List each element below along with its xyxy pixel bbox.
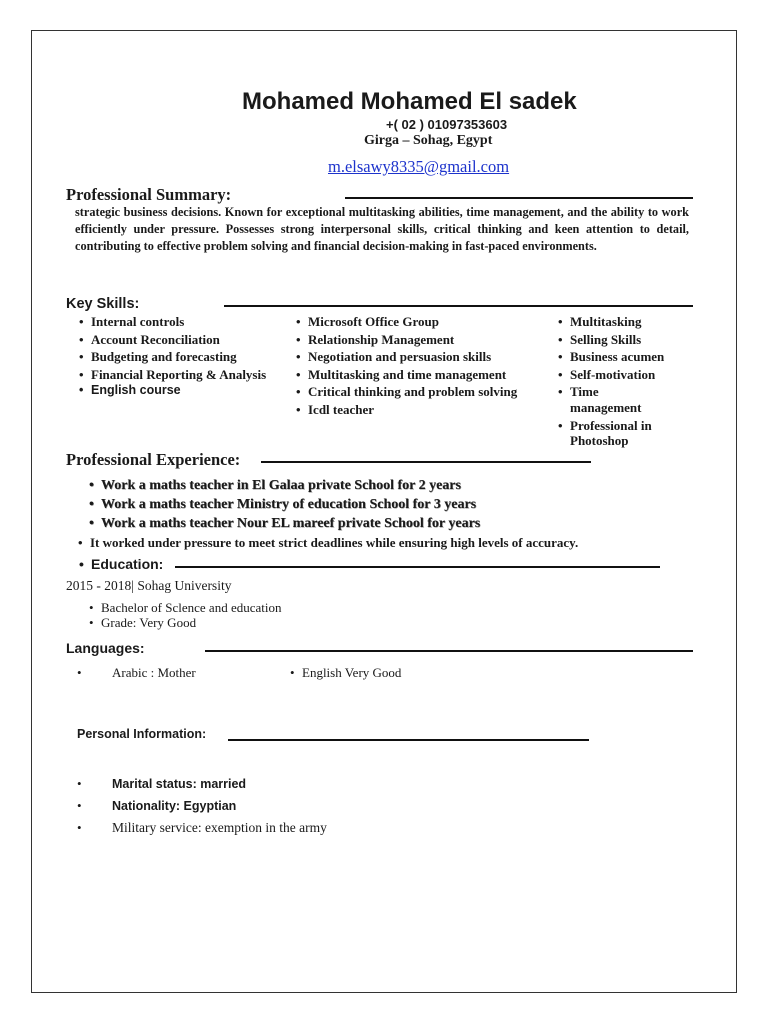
personal-item: Marital status: married [112,777,247,791]
skills-rule [224,305,693,307]
bullet-icon: • [77,776,82,791]
summary-text: strategic business decisions. Known for exceptional multitasking abilities, time management, and the ability to work efficiently under pressure. Possesses strong interpersonal skills, critical thinking and keen attention to detail, contributing to effective problem solving and financial decision-making in fast-paced environments. [75,205,689,253]
experience-item: • Work a maths teacher in El Galaa private School for 2 years [101,478,461,494]
bullet-icon: • [77,665,82,680]
bullet-icon: • [77,798,82,813]
skill-item: • Microsoft Office Group [308,314,439,330]
skill-item-continued: Photoshop [570,433,629,448]
skill-item: • Multitasking and time management [308,367,506,383]
education-item: • Bachelor of Sclence and education [101,600,281,616]
skill-item: • Professional in [570,418,652,434]
languages-heading: Languages: [66,640,145,656]
skill-item: • Multitasking [570,314,642,330]
candidate-name: Mohamed Mohamed El sadek [242,88,577,115]
language-item: Arabic : Mother [112,665,196,680]
language-item: • English Very Good [302,665,401,681]
skill-item: • Critical thinking and problem solving [308,384,517,400]
experience-item: • Work a maths teacher Nour EL mareef private School for years [101,516,480,532]
personal-item: Nationality: Egyptian [112,799,237,813]
personal-item: Military service: exemption in the army [112,820,327,835]
skill-item: • Budgeting and forecasting [91,349,237,365]
experience-heading: Professional Experience: [66,450,241,469]
skill-item: • Negotiation and persuasion skills [308,349,491,365]
personal-heading: Personal Information: [77,727,207,741]
skill-item: • Icdl teacher [308,402,374,418]
skill-item: • Business acumen [570,349,664,365]
experience-rule [261,461,591,463]
education-rule [175,566,660,568]
email-link[interactable]: m.elsawy8335@gmail.com [328,157,510,176]
summary-heading: Professional Summary: [66,185,232,204]
skill-item: • Financial Reporting & Analysis [91,367,266,383]
skill-item-continued: management [570,400,642,415]
experience-item: • Work a maths teacher Ministry of education School for 3 years [101,497,476,513]
skill-item: • Relationship Management [308,332,454,348]
skill-item: • Account Reconciliation [91,332,220,348]
education-period: 2015 - 2018| Sohag University [66,578,232,593]
experience-note: • It worked under pressure to meet strict deadlines while ensuring high levels of accuracy. [90,535,578,551]
location: Girga – Sohag, Egypt [364,133,493,148]
skill-item: • Internal controls [91,314,184,330]
personal-rule [228,739,589,741]
languages-rule [205,650,693,652]
skill-item: • Time [570,384,599,400]
bullet-icon: • [77,820,82,835]
phone-number: +( 02 ) 01097353603 [386,117,508,132]
skill-item: • Self-motivation [570,367,655,383]
skill-item: • English course [91,383,181,397]
skill-item: • Selling Skills [570,332,641,348]
education-item: • Grade: Very Good [101,615,196,631]
skills-heading: Key Skills: [66,296,140,312]
summary-rule [345,197,693,199]
education-heading: • Education: [91,556,163,572]
